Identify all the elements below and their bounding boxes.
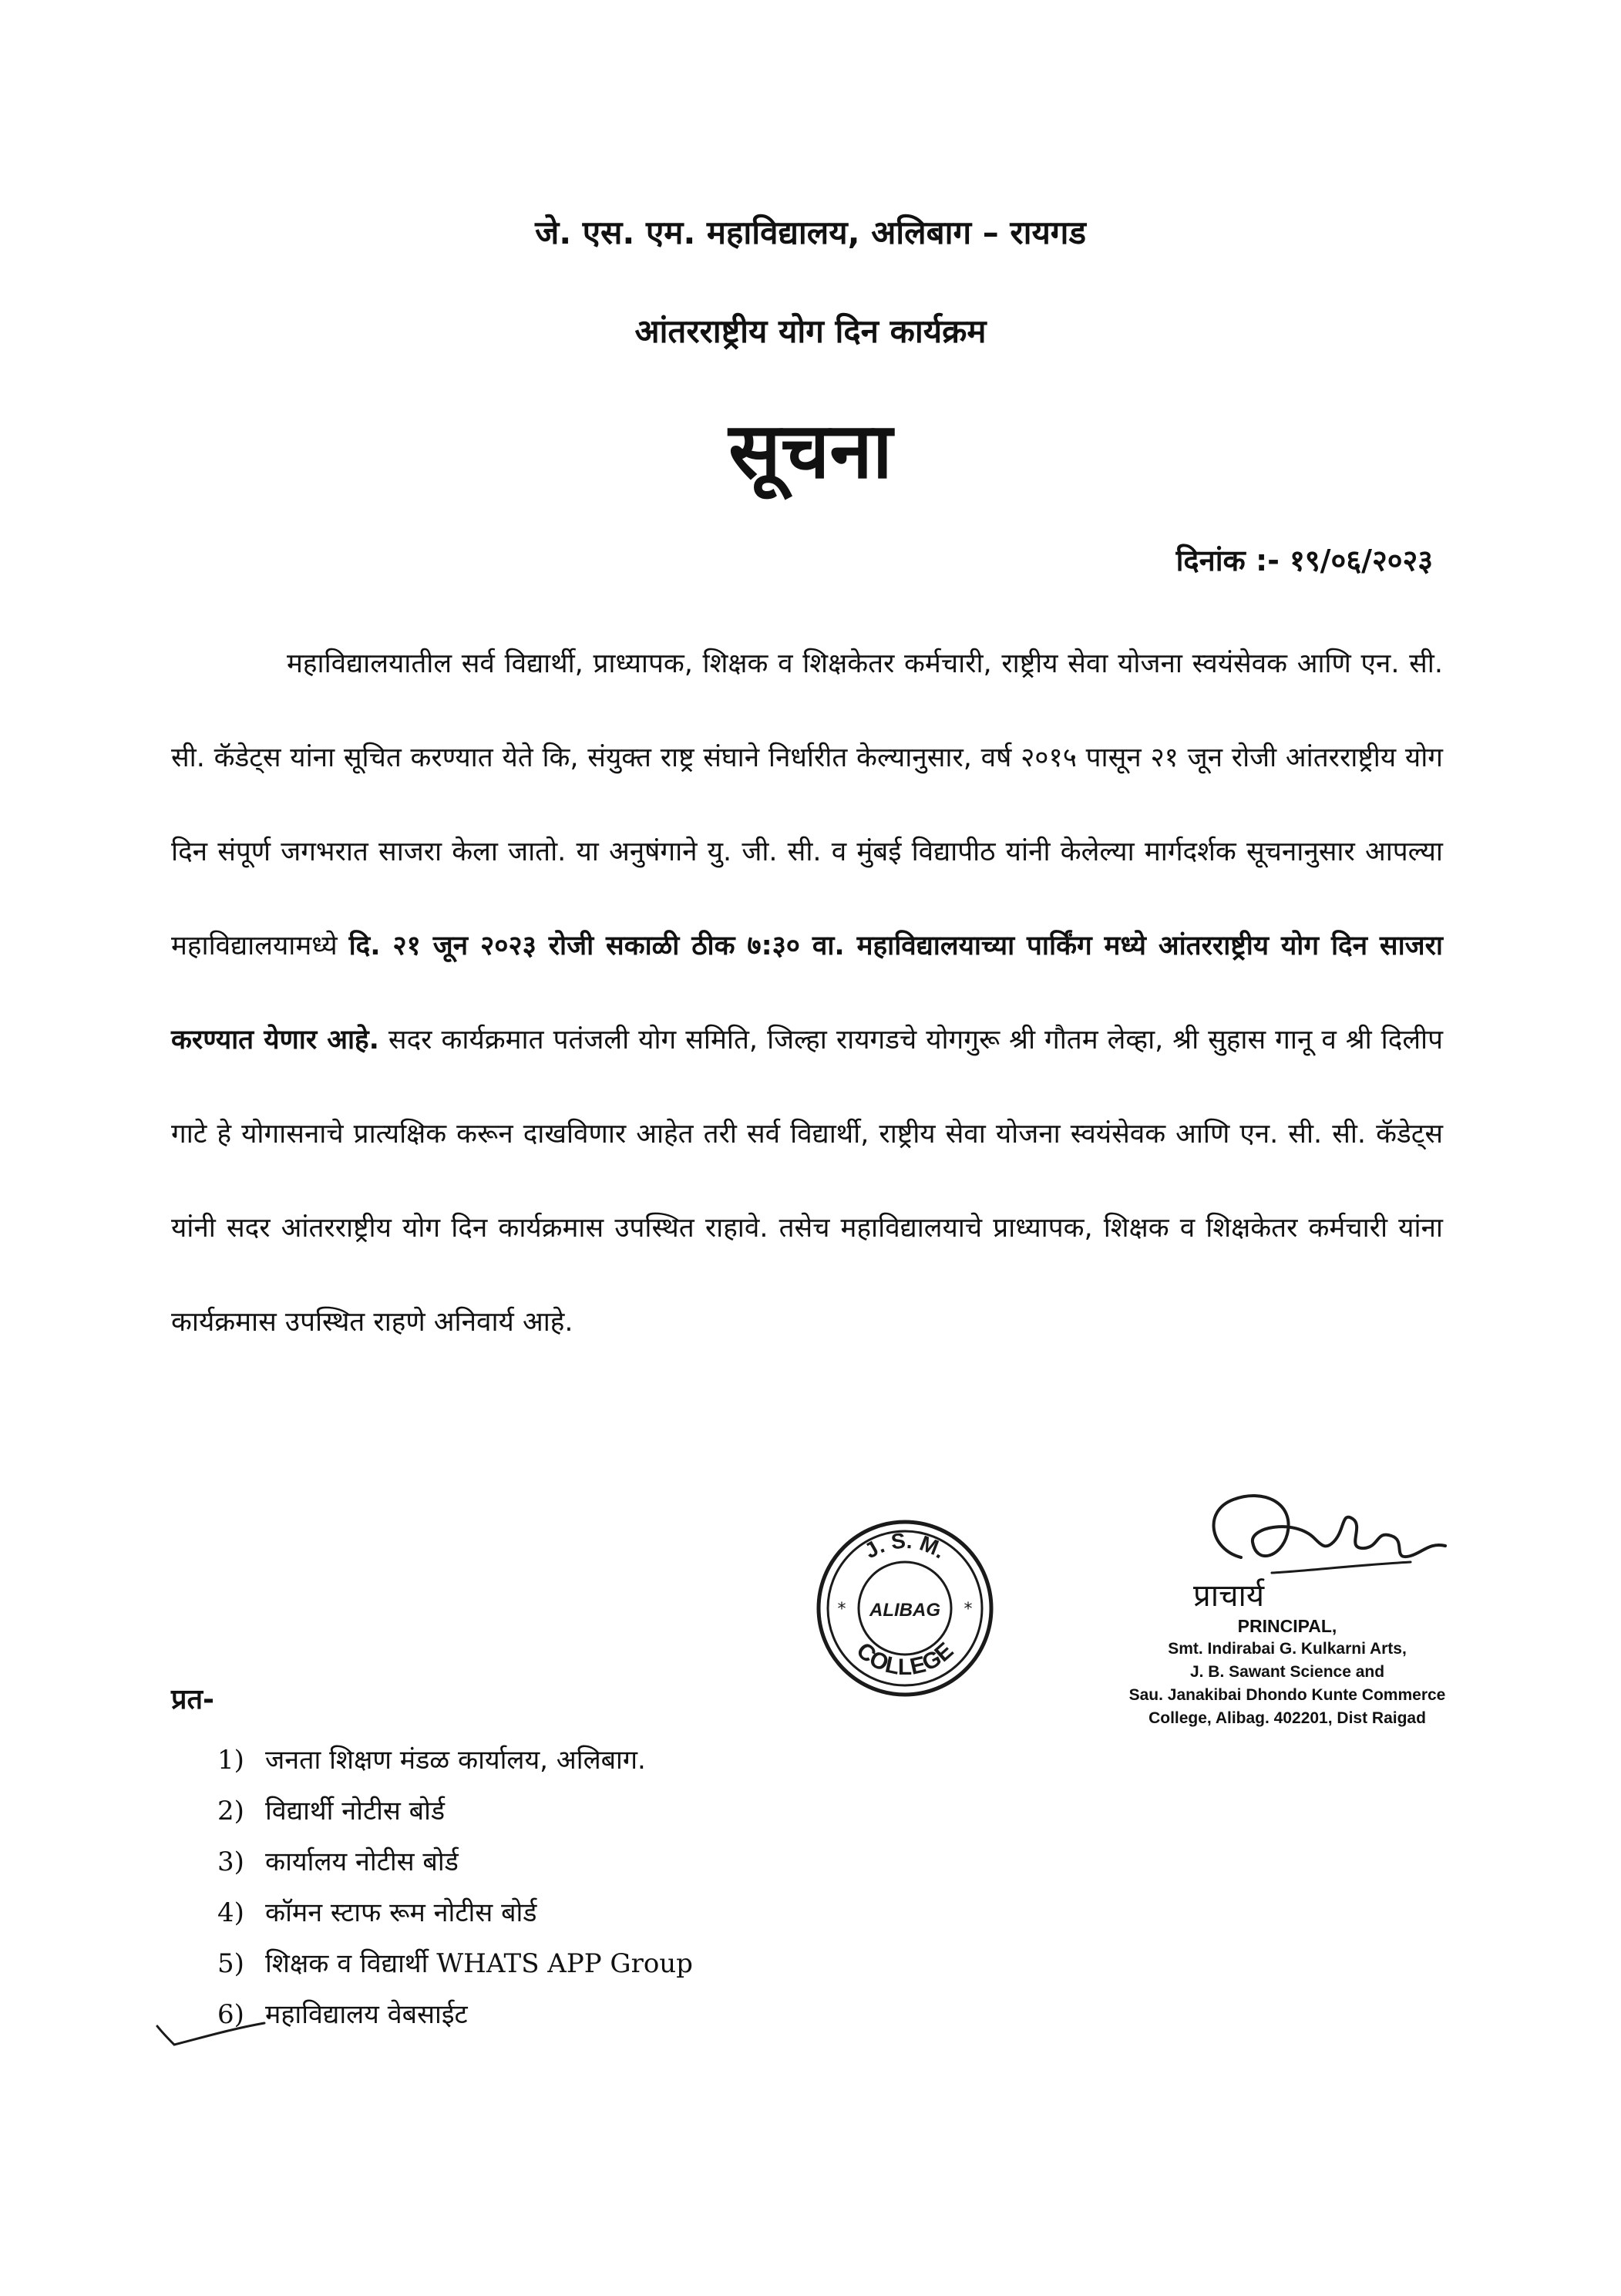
list-item: 5) शिक्षक व विद्यार्थी WHATS APP Group — [217, 1948, 693, 1979]
svg-text:*: * — [837, 1600, 846, 1619]
list-item: 6) महाविद्यालय वेबसाईट — [217, 1999, 468, 2030]
college-address-line: College, Alibag. 402201, Dist Raigad — [1148, 1709, 1426, 1727]
notice-heading: सूचना — [728, 406, 893, 496]
seal-bottom-text: COLLEGE — [851, 1638, 959, 1681]
notice-date: दिनांक :- १९/०६/२०२३ — [1175, 544, 1433, 577]
seal-top-text: J. S. M. — [860, 1528, 950, 1564]
principal-address — [1056, 1614, 1518, 1730]
seal-center-text: ALIBAG — [869, 1600, 940, 1621]
list-item: 1) जनता शिक्षण मंडळ कार्यालय, अलिबाग. — [217, 1745, 646, 1776]
list-item: 2) विद्यार्थी नोटीस बोर्ड — [217, 1796, 446, 1826]
list-item: 3) कार्यालय नोटीस बोर्ड — [217, 1847, 459, 1877]
copy-to-label: प्रत- — [171, 1684, 214, 1715]
event-title: आंतरराष्ट्रीय योग दिन कार्यक्रम — [634, 312, 987, 350]
institution-title: जे. एस. एम. महाविद्यालय, अलिबाग – रायगड — [535, 214, 1086, 251]
svg-text:COLLEGE — [852, 1638, 959, 1680]
college-name-line-2: J. B. Sawant Science and — [1189, 1663, 1385, 1681]
college-seal — [812, 1516, 997, 1701]
body-part-2: सदर कार्यक्रमात पतंजली योग समिति, जिल्हा रायगडचे योगगुरू श्री गौतम लेव्हा, श्री सुहास गानू व श्री दिलीप गाटे हे योगासनाचे प्रात्यक्षिक करून दाखविणार आहेत तरी सर्व विद्यार्थी, राष्ट्रीय सेवा योजना स्वयंसेवक आणि एन. सी. सी. कॅडेट्स यांनी सदर आंतरराष्ट्रीय योग दिन कार्यक्रमास उपस्थित राहावे. तसेच महाविद्यालयाचे प्राध्यापक, शिक्षक व शिक्षकेतर कर्मचारी यांना कार्यक्रमास उपस्थित राहणे अनिवार्य आहे. — [171, 1025, 1443, 1338]
college-name-line-1: Smt. Indirabai G. Kulkarni Arts, — [1168, 1640, 1407, 1658]
body-bold-part: दि. २१ जून २०२३ रोजी सकाळी ठीक ७:३० वा. महाविद्यालयाच्या पार्किंग मध्ये आंतरराष्ट्रीय योग दिन साजरा करण्यात येणार आहे. — [171, 931, 1443, 1055]
principal-title-marathi: प्राचार्य — [1193, 1578, 1265, 1614]
notice-body — [171, 617, 1443, 1369]
body-part-1: महाविद्यालयातील सर्व विद्यार्थी, प्राध्यापक, शिक्षक व शिक्षकेतर कर्मचारी, राष्ट्रीय सेवा योजना स्वयंसेवक आणि एन. सी. सी. कॅडेट्स यांना सूचित करण्यात येते कि, संयुक्त राष्ट्र संघाने निर्धारीत केल्यानुसार, वर्ष २०१५ पासून २१ जून रोजी आंतरराष्ट्रीय योग दिन संपूर्ण जगभरात साजरा केला जातो. या अनुषंगाने यु. जी. सी. व मुंबई विद्यापीठ यांनी केलेल्या मार्गदर्शक सूचनानुसार आपल्या महाविद्यालयामध्ये — [171, 648, 1443, 961]
svg-text:*: * — [964, 1600, 973, 1619]
principal-title-english: PRINCIPAL, — [1237, 1616, 1337, 1636]
college-name-line-3: Sau. Janakibai Dhondo Kunte Commerce — [1128, 1686, 1446, 1704]
list-item: 4) कॉमन स्टाफ रूम नोटीस बोर्ड — [217, 1897, 537, 1928]
tick-mark-icon — [153, 2012, 268, 2051]
copy-to-list — [217, 1735, 693, 2040]
svg-text:J. S. M. — [860, 1529, 950, 1564]
